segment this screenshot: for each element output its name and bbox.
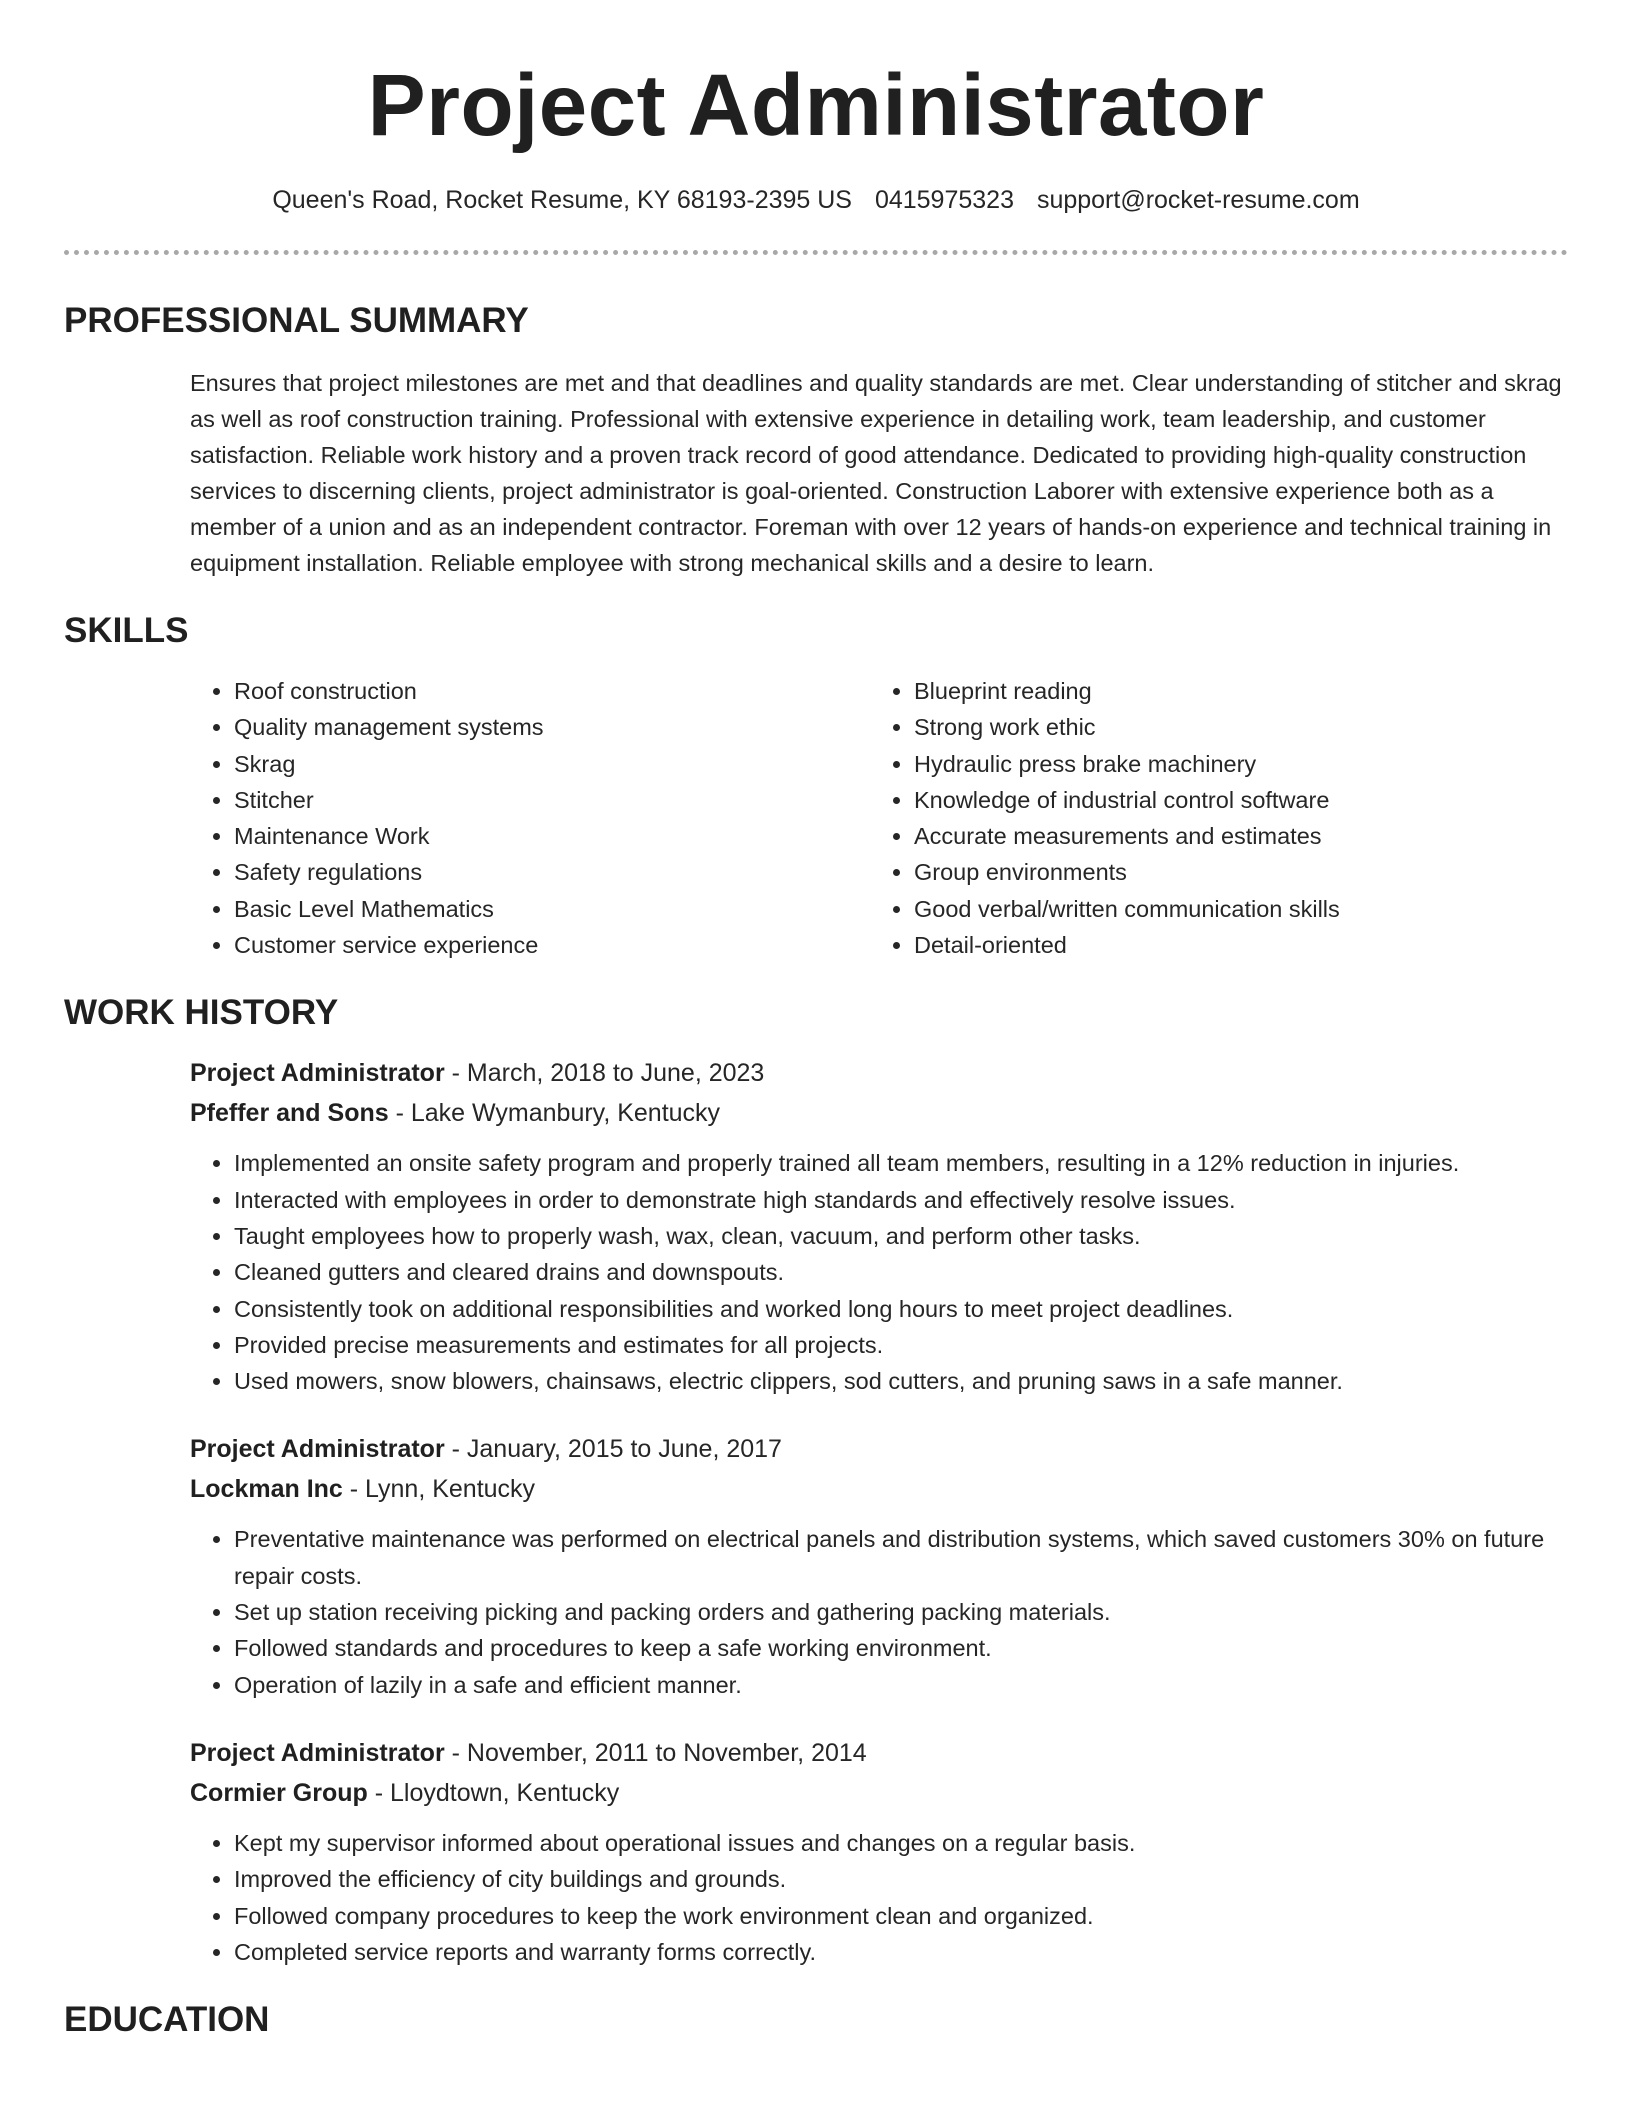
contact-phone: 0415975323: [874, 186, 1014, 214]
job-bullet: • Provided precise measurements and estimates for all projects.: [234, 1327, 1568, 1363]
job-location: - Lake Wymanbury, Kentucky: [388, 1099, 721, 1128]
job-company-line: [190, 1093, 1568, 1133]
page-title: Project Administrator: [367, 57, 1265, 154]
skill-item: • Detail-oriented: [914, 927, 1514, 963]
contact-email: support@rocket-resume.com: [1036, 186, 1360, 214]
skill-item: • Safety regulations: [234, 854, 870, 890]
job-company: Lockman Inc: [190, 1475, 343, 1504]
header-divider: [64, 250, 1568, 255]
job-bullet: • Followed company procedures to keep the work environment clean and organized.: [234, 1898, 1568, 1934]
job-bullet: • Cleaned gutters and cleared drains and downspouts.: [234, 1254, 1568, 1290]
job-bullet: • Implemented an onsite safety program and properly trained all team members, resulting in a 12% reduction in injuries.: [234, 1145, 1568, 1181]
job-bullet: • Interacted with employees in order to demonstrate high standards and effectively resolve issues.: [234, 1182, 1568, 1218]
skill-item: • Quality management systems: [234, 709, 870, 745]
job-company: Cormier Group: [190, 1778, 368, 1807]
education-heading: EDUCATION: [64, 2000, 270, 2040]
job-title: Project Administrator: [190, 1059, 445, 1088]
skill-item: • Hydraulic press brake machinery: [914, 746, 1514, 782]
job-bullets: [190, 1825, 1568, 1970]
job-location: - Lloydtown, Kentucky: [367, 1778, 620, 1807]
skill-item: • Stitcher: [234, 782, 870, 818]
job-bullet: • Taught employees how to properly wash, wax, clean, vacuum, and perform other tasks.: [234, 1218, 1568, 1254]
job-bullets: [190, 1521, 1568, 1702]
job-company-line: [190, 1469, 1568, 1509]
job-bullet: • Set up station receiving picking and packing orders and gathering packing materials.: [234, 1594, 1568, 1630]
skills-column-2: [870, 673, 1514, 963]
summary-text: Ensures that project milestones are met and that deadlines and quality standards are met. Clear understanding of stitcher and skrag as well as roof construction training. Professional with extensive experience in detailing work, team leadership, and customer satisfaction. Reliable work history and a proven track record of good attendance. Dedicated to providing high-quality construction services to discerning clients, project administrator is goal-oriented. Construction Laborer with extensive experience both as a member of a union and as an independent contractor. Foreman with over 12 years of hands-on experience and technical training in equipment installation. Reliable employee with strong mechanical skills and a desire to learn.: [190, 370, 1562, 576]
skill-item: • Accurate measurements and estimates: [914, 818, 1514, 854]
job-bullet: • Consistently took on additional responsibilities and worked long hours to meet project deadlines.: [234, 1291, 1568, 1327]
job-company: Pfeffer and Sons: [190, 1099, 389, 1128]
skills-list: [190, 673, 1568, 963]
job-location: - Lynn, Kentucky: [342, 1475, 536, 1504]
job-bullet: • Followed standards and procedures to keep a safe working environment.: [234, 1630, 1568, 1666]
skill-item: • Blueprint reading: [914, 673, 1514, 709]
skill-item: • Skrag: [234, 746, 870, 782]
job-title: Project Administrator: [190, 1738, 445, 1767]
contact-address: Queen's Road, Rocket Resume, KY 68193-2395 US: [272, 186, 852, 214]
job-bullet: • Preventative maintenance was performed on electrical panels and distribution systems, which saved customers 30% on future repair costs.: [234, 1521, 1568, 1594]
job-dates: - March, 2018 to June, 2023: [444, 1059, 765, 1088]
job-entry: [190, 1429, 1568, 1702]
skill-item: • Strong work ethic: [914, 709, 1514, 745]
skills-column-1: [190, 673, 870, 963]
skill-item: • Basic Level Mathematics: [234, 891, 870, 927]
job-entry: [190, 1053, 1568, 1399]
job-bullet: • Completed service reports and warranty forms correctly.: [234, 1934, 1568, 1970]
job-title-line: [190, 1733, 1568, 1773]
skill-item: • Roof construction: [234, 673, 870, 709]
summary-heading: PROFESSIONAL SUMMARY: [64, 301, 529, 340]
job-title: Project Administrator: [190, 1435, 445, 1464]
job-dates: - November, 2011 to November, 2014: [444, 1738, 867, 1767]
skill-item: • Maintenance Work: [234, 818, 870, 854]
job-title-line: [190, 1053, 1568, 1093]
skills-heading: SKILLS: [64, 611, 189, 650]
job-dates: - January, 2015 to June, 2017: [444, 1435, 782, 1464]
job-title-line: [190, 1429, 1568, 1469]
job-bullet: • Kept my supervisor informed about operational issues and changes on a regular basis.: [234, 1825, 1568, 1861]
skill-item: • Knowledge of industrial control software: [914, 782, 1514, 818]
skill-item: • Group environments: [914, 854, 1514, 890]
contact-line: [64, 184, 1568, 216]
work-history-heading: WORK HISTORY: [64, 993, 339, 1033]
resume-page: [64, 0, 1568, 2040]
job-bullet: • Operation of lazily in a safe and efficient manner.: [234, 1667, 1568, 1703]
job-entry: [190, 1733, 1568, 1970]
job-bullet: • Improved the efficiency of city buildings and grounds.: [234, 1861, 1568, 1897]
job-company-line: [190, 1773, 1568, 1813]
skill-item: • Customer service experience: [234, 927, 870, 963]
skill-item: • Good verbal/written communication skills: [914, 891, 1514, 927]
job-bullet: • Used mowers, snow blowers, chainsaws, electric clippers, sod cutters, and pruning saws in a safe manner.: [234, 1363, 1568, 1399]
job-bullets: [190, 1145, 1568, 1399]
